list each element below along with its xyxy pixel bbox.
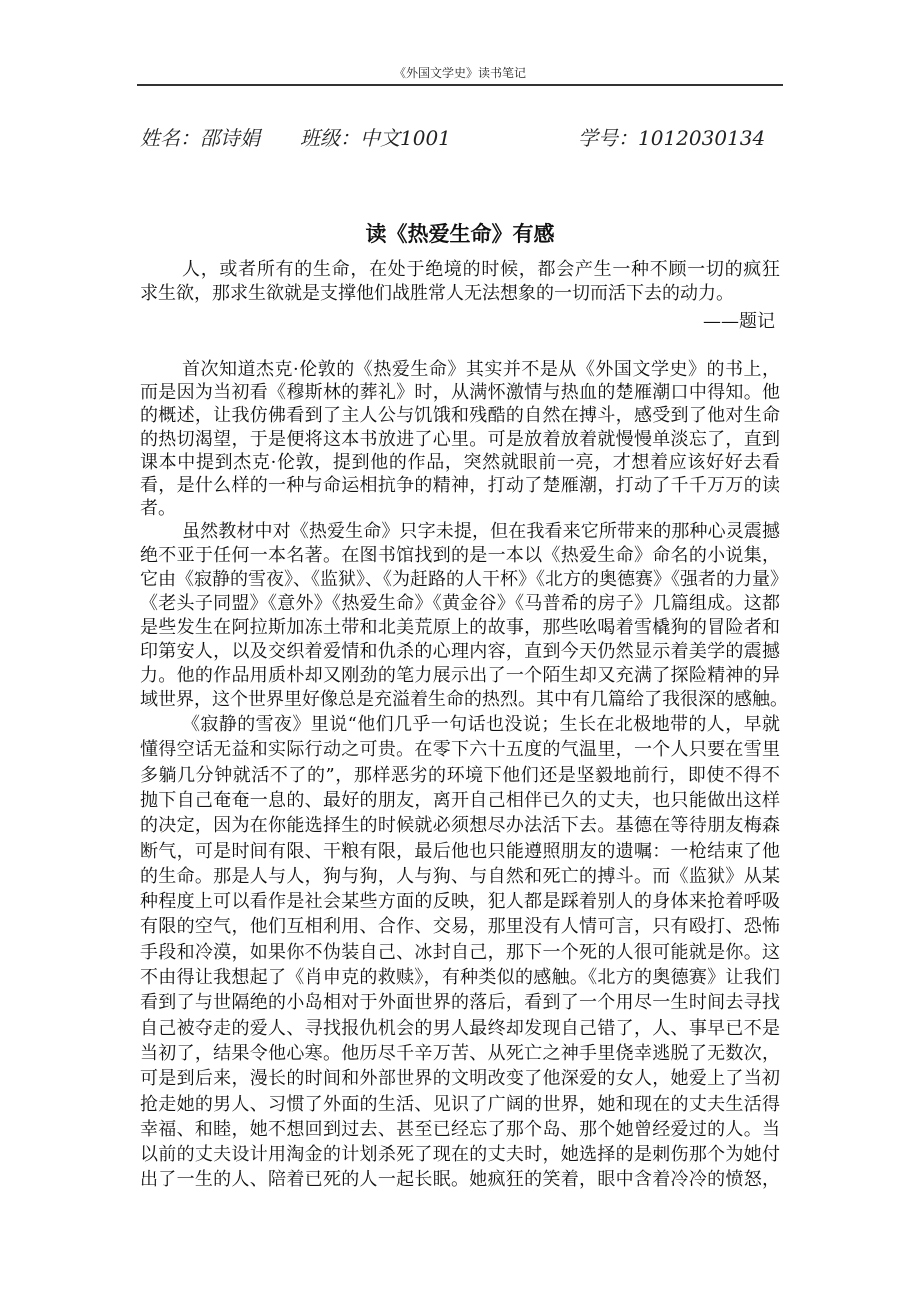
student-class: 班级：中文1001: [300, 126, 451, 150]
paragraph-line: 的生命。那是人与人，狗与狗，人与狗、与自然和死亡的搏斗。而《监狱》从某: [140, 865, 780, 887]
paragraph-line: 懂得空话无益和实际行动之可贵。在零下六十五度的气温里，一个人只要在雪里: [140, 739, 780, 761]
paragraph-line: 有限的空气，他们互相利用、合作、交易，那里没有人情可言，只有殴打、恐怖: [140, 916, 780, 938]
paragraph-line: 者。: [140, 498, 176, 520]
paragraph-line: 多躺几分钟就活不了的”，那样恶劣的环境下他们还是坚毅地前行，即使不得不: [140, 764, 780, 786]
paragraph-line: 可是到后来，漫长的时间和外部世界的文明改变了他深爱的女人，她爱上了当初: [140, 1068, 780, 1090]
paragraph-line: 印第安人，以及交织着爱情和仇杀的心理内容，直到今天仍然显示着美学的震撼: [140, 641, 780, 662]
paragraph-line: 课本中提到杰克·伦敦，提到他的作品，突然就眼前一亮，才想着应该好好去看: [140, 451, 780, 473]
paragraph-line: 《老头子同盟》《意外》《热爱生命》《黄金谷》《马普希的房子》几篇组成。这都: [140, 593, 780, 614]
paragraph-line: 看到了与世隔绝的小岛相对于外面世界的落后，看到了一个用尽一生时间去寻找: [140, 992, 780, 1014]
paragraph-line: 是些发生在阿拉斯加冻土带和北美荒原上的故事，那些吆喝着雪橇狗的冒险者和: [140, 617, 780, 638]
epigraph-line: 人，或者所有的生命，在处于绝境的时候，都会产生一种不顾一切的疯狂: [182, 259, 780, 280]
student-id: 学号：1012030134: [578, 126, 766, 150]
paragraph-line: 而是因为当初看《穆斯林的葬礼》时，从满怀激情与热血的楚雁潮口中得知。他: [140, 382, 780, 404]
paragraph-line: 首次知道杰克·伦敦的《热爱生命》其实并不是从《外国文学史》的书上，: [182, 359, 780, 380]
paragraph-line: 以前的丈夫设计用淘金的计划杀死了现在的丈夫时，她选择的是刺伤那个为她付: [140, 1144, 780, 1166]
essay-title: 读《热爱生命》有感: [365, 221, 555, 246]
paragraph-line: 《寂静的雪夜》里说“他们几乎一句话也没说；生长在北极地带的人，早就: [182, 714, 780, 735]
epigraph-line: 求生欲，那求生欲就是支撑他们战胜常人无法想象的一切而活下去的动力。: [140, 283, 734, 304]
paragraph-line: 域世界，这个世界里好像总是充溢着生命的热烈。其中有几篇给了我很深的感触。: [140, 689, 788, 710]
epigraph-source: ——题记: [703, 311, 775, 332]
running-header: 《外国文学史》读书笔记: [393, 66, 526, 80]
student-name: 姓名：邵诗娟: [140, 126, 260, 150]
paragraph-line: 看，是什么样的一种与命运相抗争的精神，打动了楚雁潮，打动了千千万万的读: [140, 475, 780, 496]
paragraph-line: 的热切渴望，于是便将这本书放进了心里。可是放着放着就慢慢单淡忘了，直到: [140, 428, 780, 450]
paragraph-line: 出了一生的人、陪着已死的人一起长眠。她疯狂的笑着，眼中含着冷冷的愤怒，: [140, 1169, 780, 1191]
paragraph-line: 手段和冷漠，如果你不伪装自己、冰封自己，那下一个死的人很可能就是你。这: [140, 941, 780, 963]
paragraph-line: 种程度上可以看作是社会某些方面的反映，犯人都是踩着别人的身体来抢着呼吸: [140, 891, 780, 913]
paragraph-line: 当初了，结果令他心寒。他历尽千辛万苦、从死亡之神手里侥幸逃脱了无数次，: [140, 1042, 780, 1064]
paragraph-line: 力。他的作品用质朴却又刚劲的笔力展示出了一个陌生却又充满了探险精神的异: [140, 665, 780, 686]
paragraph-line: 绝不亚于任何一本名著。在图书馆找到的是一本以《热爱生命》命名的小说集，: [140, 545, 780, 566]
header-rule: [137, 84, 783, 86]
paragraph-line: 自己被夺走的爱人、寻找报仇机会的男人最终却发现自己错了，人、事早已不是: [140, 1017, 780, 1039]
paragraph-line: 抢走她的男人、习惯了外面的生活、见识了广阔的世界，她和现在的丈夫生活得: [140, 1093, 780, 1115]
paragraph-line: 抛下自己奄奄一息的、最好的朋友，离开自己相伴已久的丈夫，也只能做出这样: [140, 789, 780, 811]
paragraph-line: 不由得让我想起了《肖申克的救赎》，有种类似的感触。《北方的奥德赛》让我们: [140, 967, 780, 988]
paragraph-line: 幸福、和睦，她不想回到过去、甚至已经忘了那个岛、那个她曾经爱过的人。当: [140, 1118, 780, 1140]
paragraph-line: 断气，可是时间有限、干粮有限，最后他也只能遵照朋友的遗嘱：一枪结束了他: [140, 840, 780, 862]
paragraph-line: 它由《寂静的雪夜》、《监狱》、《为赶路的人干杯》《北方的奥德赛》《强者的力量》: [140, 569, 788, 590]
paragraph-line: 的决定，因为在你能选择生的时候就必须想尽办法活下去。基德在等待朋友梅森: [140, 815, 780, 837]
paragraph-line: 虽然教材中对《热爱生命》只字未提，但在我看来它所带来的那种心灵震撼: [182, 521, 780, 542]
paragraph-line: 的概述，让我仿佛看到了主人公与饥饿和残酷的自然在搏斗，感受到了他对生命: [140, 405, 780, 427]
